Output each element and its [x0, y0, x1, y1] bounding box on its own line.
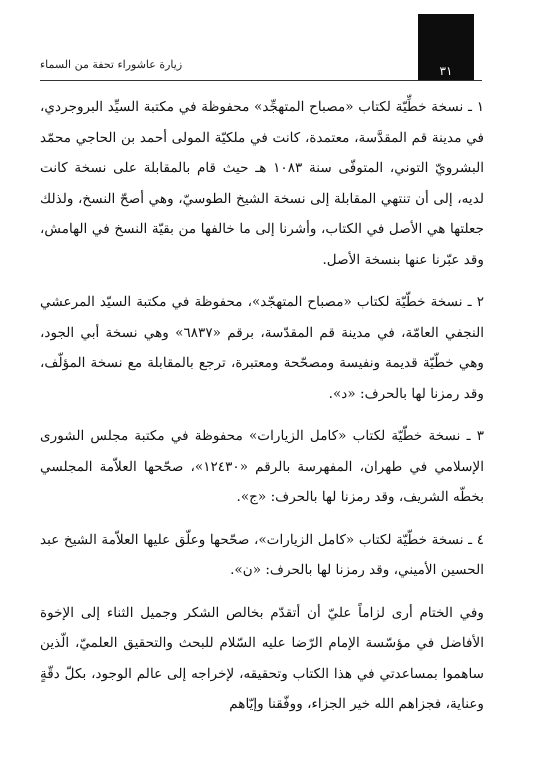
paragraph-5: وفي الختام أرى لزاماً عليّ أن أتقدّم بخالص الشكر وجميل الثناء إلى الإخوة الأفاضل في مؤسّسة الإمام الرّضا عليه السّلام للبحث والتحقيق العلميّ، الّذين ساهموا بمساعدتي في هذا الكتاب وتحقيقه، لإخراجه إلى عالم الوجود، بكلّ دقّةٍ وعناية، فجزاهم الله خير الجزاء، ووفّقنا وإيّاهم	[40, 604, 484, 712]
paragraph-4: ٤ ـ نسخة خطّيّة لكتاب «كامل الزيارات»، صحّحها وعلّق عليها العلاّمة الشيخ عبد الحسين الأميني، وقد رمزنا لها بالحرف: «ن».	[40, 531, 484, 578]
paragraph-2: ٢ ـ نسخة خطّيّة لكتاب «مصباح المتهجّد»، محفوظة في مكتبة السيّد المرعشي النجفي العامّة، في مدينة قم المقدّسة، برقم «٦٨٣٧» وهي نسخة أبي الجود، وهي خطّيّة قديمة ونفيسة ومصحّحة ومعتبرة، ترجع بالمقابلة مع نسخة المؤلّف، وقد رمزنا لها بالحرف: «د».	[40, 294, 484, 402]
page-number: ٣١	[439, 64, 453, 78]
paragraph-3: ٣ ـ نسخة خطّيّة لكتاب «كامل الزيارات» محفوظة في مكتبة مجلس الشورى الإسلامي في طهران، المفهرسة بالرقم «١٢٤٣٠»، صحّحها العلاّمة المجلسي بخطّه الشريف، وقد رمزنا لها بالحرف: «ج».	[40, 428, 484, 505]
header-rule	[40, 80, 482, 81]
page-number-tab	[418, 14, 474, 80]
paragraph-1: ١ ـ نسخة خطِّيّة لكتاب «مصباح المتهجِّد» محفوظة في مكتبة السيِّد البروجردي، في مدينة قم المقدَّسة، معتمدة، كانت في ملكيّة المولى أحمد بن الحاجي محمّد البشرويّ التوني، المتوفّى سنة ١٠٨٣ هـ حيث قام بالمقابلة على نسخة كانت لديه، إلى أن تنتهي المقابلة إلى نسخة الشيخ الطوسيّ، وهي أصحّ النسخ، ولذلك جعلتها هي الأصل في الكتاب، وأشرنا إلى ما خالفها من بقيّة النسخ في الهامش، وقد عبّرنا عنها بنسخة الأصل.	[40, 99, 484, 268]
running-title: زيارة عاشوراء تحفة من السماء	[40, 58, 183, 71]
body-text	[40, 92, 484, 732]
